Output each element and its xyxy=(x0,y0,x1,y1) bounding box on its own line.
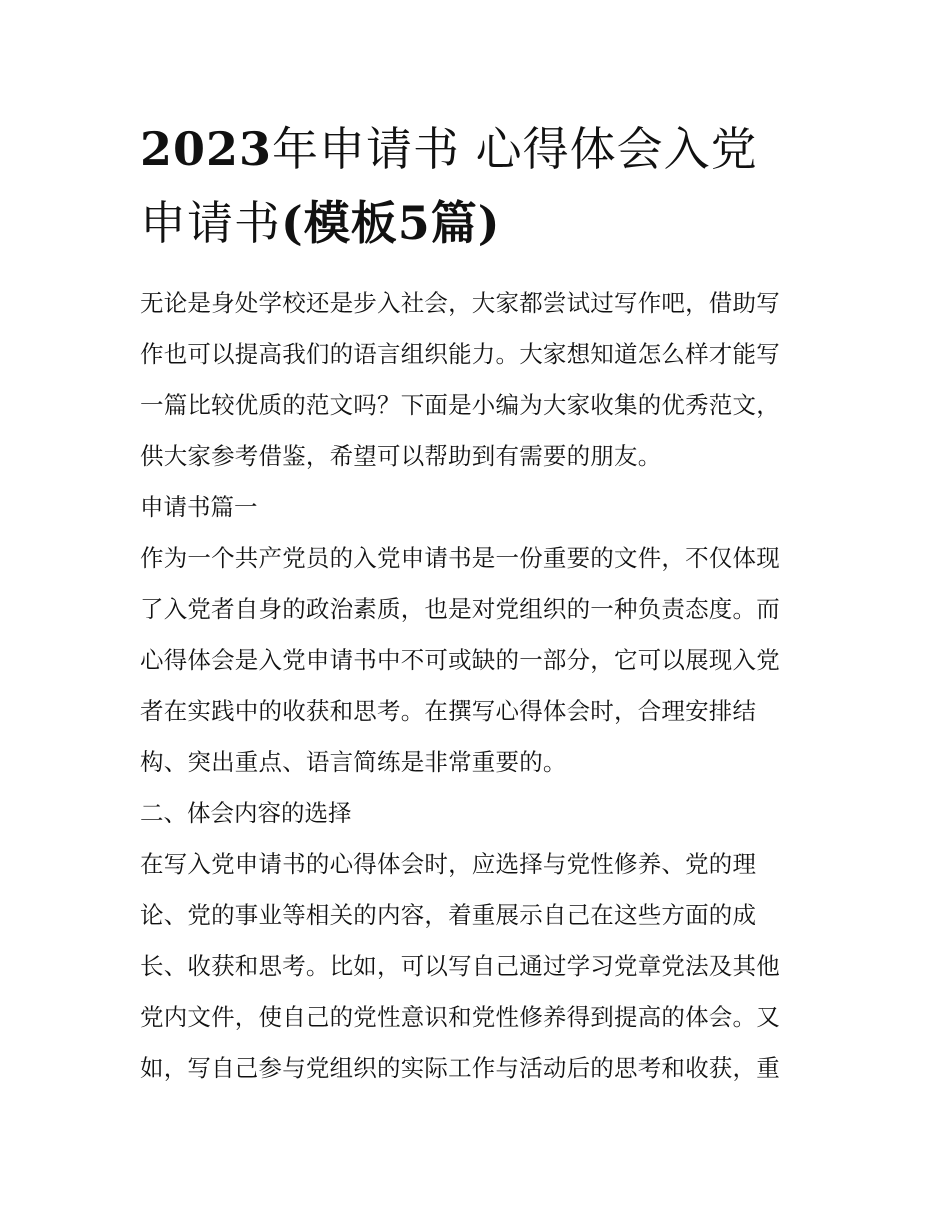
title-text-2: 申请书 xyxy=(140,196,281,250)
document-body xyxy=(140,278,818,1094)
section2-line: 如，写自己参与党组织的实际工作与活动后的思考和收获，重 xyxy=(140,1054,780,1082)
section1-heading: 申请书篇一 xyxy=(140,493,258,521)
intro-line: 一篇比较优质的范文吗？下面是小编为大家收集的优秀范文， xyxy=(140,391,780,419)
section2-paragraph xyxy=(140,839,818,1094)
section1-line: 构、突出重点、语言简练是非常重要的。 xyxy=(140,748,567,776)
title-text-1: 年申请书 心得体会入党 xyxy=(272,122,758,176)
section2-line: 论、党的事业等相关的内容，着重展示自己在这些方面的成 xyxy=(140,901,757,929)
section1-line: 心得体会是入党申请书中不可或缺的一部分，它可以展现入党 xyxy=(140,646,780,674)
section1-line: 者在实践中的收获和思考。在撰写心得体会时，合理安排结 xyxy=(140,697,757,725)
title-line-1 xyxy=(140,112,820,186)
document-title xyxy=(140,112,820,260)
section2-line: 在写入党申请书的心得体会时，应选择与党性修养、党的理 xyxy=(140,850,757,878)
section2-heading: 二、体会内容的选择 xyxy=(140,799,352,827)
intro-line: 作也可以提高我们的语言组织能力。大家想知道怎么样才能写 xyxy=(140,340,780,368)
title-year: 2023 xyxy=(140,122,273,176)
title-paren: (模板 xyxy=(281,196,398,250)
intro-line: 供大家参考借鉴，希望可以帮助到有需要的朋友。 xyxy=(140,442,662,470)
section2-line: 党内文件，使自己的党性意识和党性修养得到提高的体会。又 xyxy=(140,1003,780,1031)
section1-paragraph xyxy=(140,533,818,788)
title-count: 5 xyxy=(397,196,431,250)
section2-line: 长、收获和思考。比如，可以写自己通过学习党章党法及其他 xyxy=(140,952,780,980)
title-suffix: 篇) xyxy=(430,196,501,250)
intro-line: 无论是身处学校还是步入社会，大家都尝试过写作吧，借助写 xyxy=(140,289,780,317)
intro-paragraph xyxy=(140,278,818,482)
section1-line: 作为一个共产党员的入党申请书是一份重要的文件，不仅体现 xyxy=(140,544,780,572)
section1-line: 了入党者自身的政治素质，也是对党组织的一种负责态度。而 xyxy=(140,595,780,623)
title-line-2 xyxy=(140,186,820,260)
